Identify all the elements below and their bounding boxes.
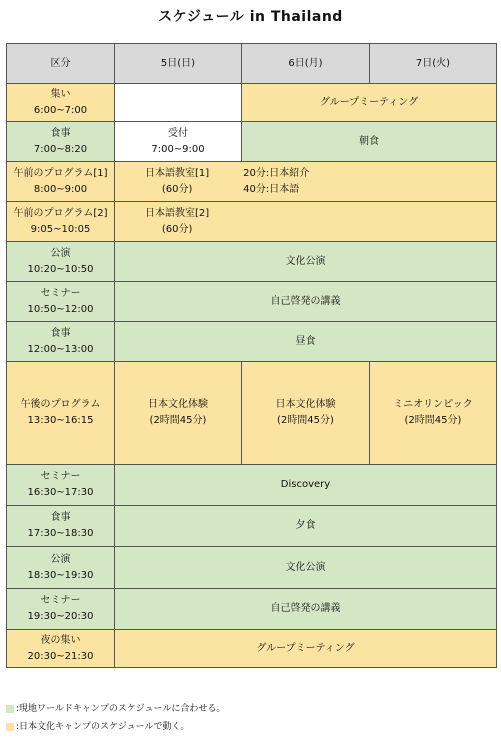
row-category-time: 9:05~10:05 [30, 223, 91, 235]
row-category [7, 84, 115, 122]
table-row [7, 162, 497, 202]
row-category [7, 322, 115, 362]
row-category-label: 午前のプログラム[2] [13, 207, 108, 219]
row-category-label: 午後のプログラム [20, 399, 101, 410]
row-category-label: 公演 [50, 247, 71, 259]
schedule-table [6, 43, 497, 668]
activity-cell: 文化公演 [115, 547, 497, 589]
activity-cell: 自己啓発の講義 [115, 589, 497, 630]
row-category [7, 162, 115, 202]
activity-cell: 昼食 [115, 322, 497, 362]
activity-cell: ミニオリンピック (2時間45分) [370, 362, 497, 465]
activity-cell: 日本文化体験 (2時間45分) [115, 362, 242, 465]
row-category [7, 122, 115, 162]
row-category-time: 6:00~7:00 [33, 104, 88, 116]
header-day3: 7日(火) [370, 44, 497, 84]
row-category-time: 8:00~9:00 [33, 183, 88, 195]
table-row [7, 589, 497, 630]
row-category [7, 242, 115, 282]
activity-cell: グループミーティング [115, 630, 497, 668]
activity-cell: 受付 7:00~9:00 [115, 122, 242, 162]
activity-cell: 文化公演 [115, 242, 497, 282]
row-category [7, 282, 115, 322]
row-category-label: セミナー [40, 471, 81, 482]
row-category [7, 589, 115, 630]
activity-cell: Discovery [115, 465, 497, 506]
table-row [7, 547, 497, 589]
row-category-time: 7:00~8:20 [33, 143, 88, 155]
table-row [7, 242, 497, 282]
row-category [7, 465, 115, 506]
green-swatch [6, 705, 14, 713]
row-category [7, 630, 115, 668]
empty-cell [115, 84, 242, 122]
row-category-time: 16:30~17:30 [27, 487, 94, 498]
table-row [7, 202, 497, 242]
row-category-time: 12:00~13:00 [27, 343, 94, 355]
row-category [7, 506, 115, 547]
table-row [7, 282, 497, 322]
legend-text: :日本文化キャンプのスケジュールで動く。 [16, 722, 190, 732]
activity-cell: 日本語教室[2] (60分) [115, 202, 497, 242]
row-category-time: 13:30~16:15 [27, 415, 94, 426]
row-category [7, 547, 115, 589]
header-category: 区分 [7, 44, 115, 84]
row-category-label: 夜の集い [40, 634, 81, 646]
legend-text: :現地ワールドキャンプのスケジュールに合わせる。 [16, 704, 226, 714]
row-category-time: 10:20~10:50 [27, 263, 94, 275]
yellow-swatch [6, 723, 14, 731]
page-title: スケジュール in Thailand [158, 9, 343, 25]
row-category-time: 10:50~12:00 [27, 303, 94, 315]
row-category [7, 202, 115, 242]
row-category-time: 19:30~20:30 [27, 611, 94, 622]
table-row [7, 362, 497, 465]
row-category-time: 17:30~18:30 [27, 528, 94, 539]
row-category-label: 集い [50, 88, 71, 100]
header-day1: 5日(日) [115, 44, 242, 84]
legend-japan-camp [6, 721, 189, 733]
row-category-label: 食事 [50, 327, 71, 339]
legend-local-camp [6, 703, 225, 715]
table-row [7, 465, 497, 506]
row-category-label: 食事 [50, 512, 71, 523]
activity-cell: グループミーティング [242, 84, 497, 122]
activity-cell: 日本語教室[1] (60分) 20分:日本紹介 40分:日本語 [115, 162, 497, 202]
row-category-time: 20:30~21:30 [27, 650, 94, 662]
table-row [7, 506, 497, 547]
activity-cell: 朝食 [242, 122, 497, 162]
row-category-time: 18:30~19:30 [27, 569, 94, 581]
row-category-label: セミナー [40, 287, 81, 299]
row-category-label: セミナー [40, 595, 81, 606]
header-day2: 6日(月) [242, 44, 370, 84]
row-category-label: 食事 [50, 127, 71, 139]
table-row [7, 84, 497, 122]
row-category [7, 362, 115, 465]
table-row [7, 630, 497, 668]
header-row [7, 44, 497, 84]
table-row [7, 322, 497, 362]
table-row [7, 122, 497, 162]
row-category-label: 公演 [50, 553, 71, 565]
activity-cell: 夕食 [115, 506, 497, 547]
row-category-label: 午前のプログラム[1] [13, 167, 108, 179]
activity-cell: 自己啓発の講義 [115, 282, 497, 322]
activity-cell: 日本文化体験 (2時間45分) [242, 362, 370, 465]
